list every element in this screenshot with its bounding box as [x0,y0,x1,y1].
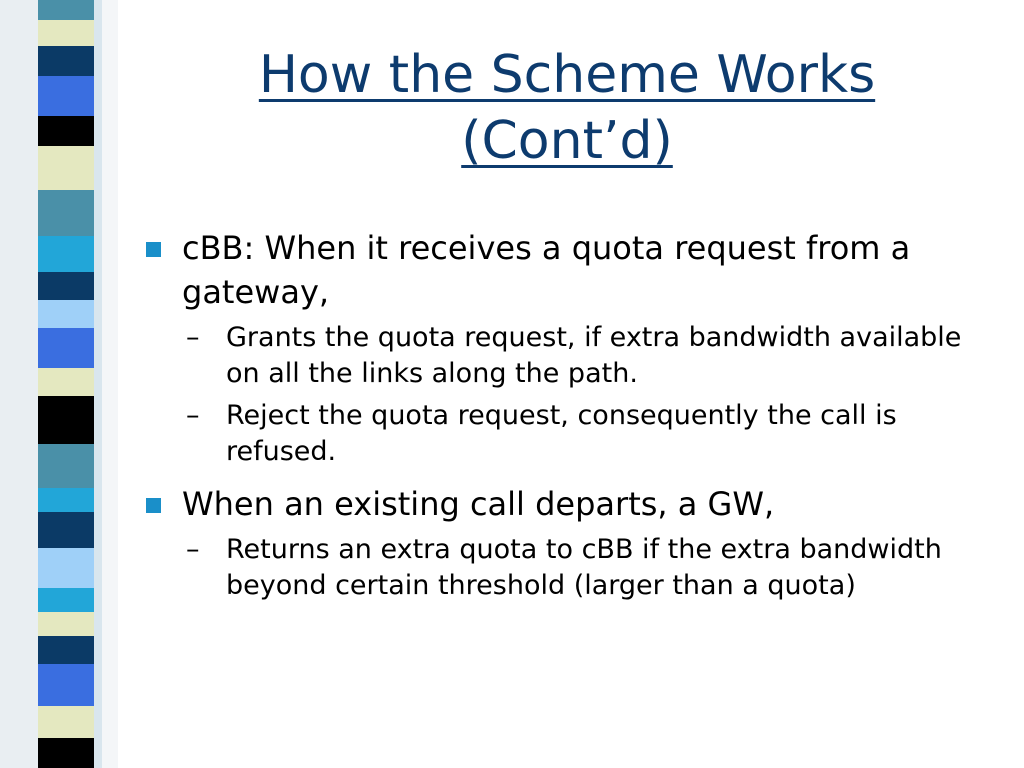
bullet-item [140,226,1000,314]
sub-bullet-text: Reject the quota request, consequently the call is refused. [226,400,897,467]
stripe-column-main [38,0,94,768]
bullet-text: cBB: When it receives a quota request from a gateway, [182,229,911,311]
dash-bullet-icon: – [186,400,200,431]
square-bullet-icon [146,242,161,257]
slide-title-line-1: How the Scheme Works [258,45,876,105]
sub-bullet-item [140,532,1000,604]
slide-title-line-2: (Cont’d) [461,111,673,171]
stripe-pattern [0,0,118,768]
slide-body [140,226,1000,604]
dash-bullet-icon: – [186,322,200,353]
sub-bullet-item [140,398,1000,470]
sub-bullet-text: Returns an extra quota to cBB if the extra bandwidth beyond certain threshold (larger than a quota) [226,534,942,601]
slide-title [150,42,984,174]
bullet-item [140,482,1000,526]
stripe-column-accent [94,0,102,768]
sub-bullet-text: Grants the quota request, if extra bandwidth available on all the links along the path. [226,322,962,389]
stripe-column-left [0,0,38,768]
dash-bullet-icon: – [186,534,200,565]
sub-bullet-item [140,320,1000,392]
bullet-text: When an existing call departs, a GW, [182,485,775,523]
square-bullet-icon [146,498,161,513]
decorative-stripe-bar [0,0,118,768]
